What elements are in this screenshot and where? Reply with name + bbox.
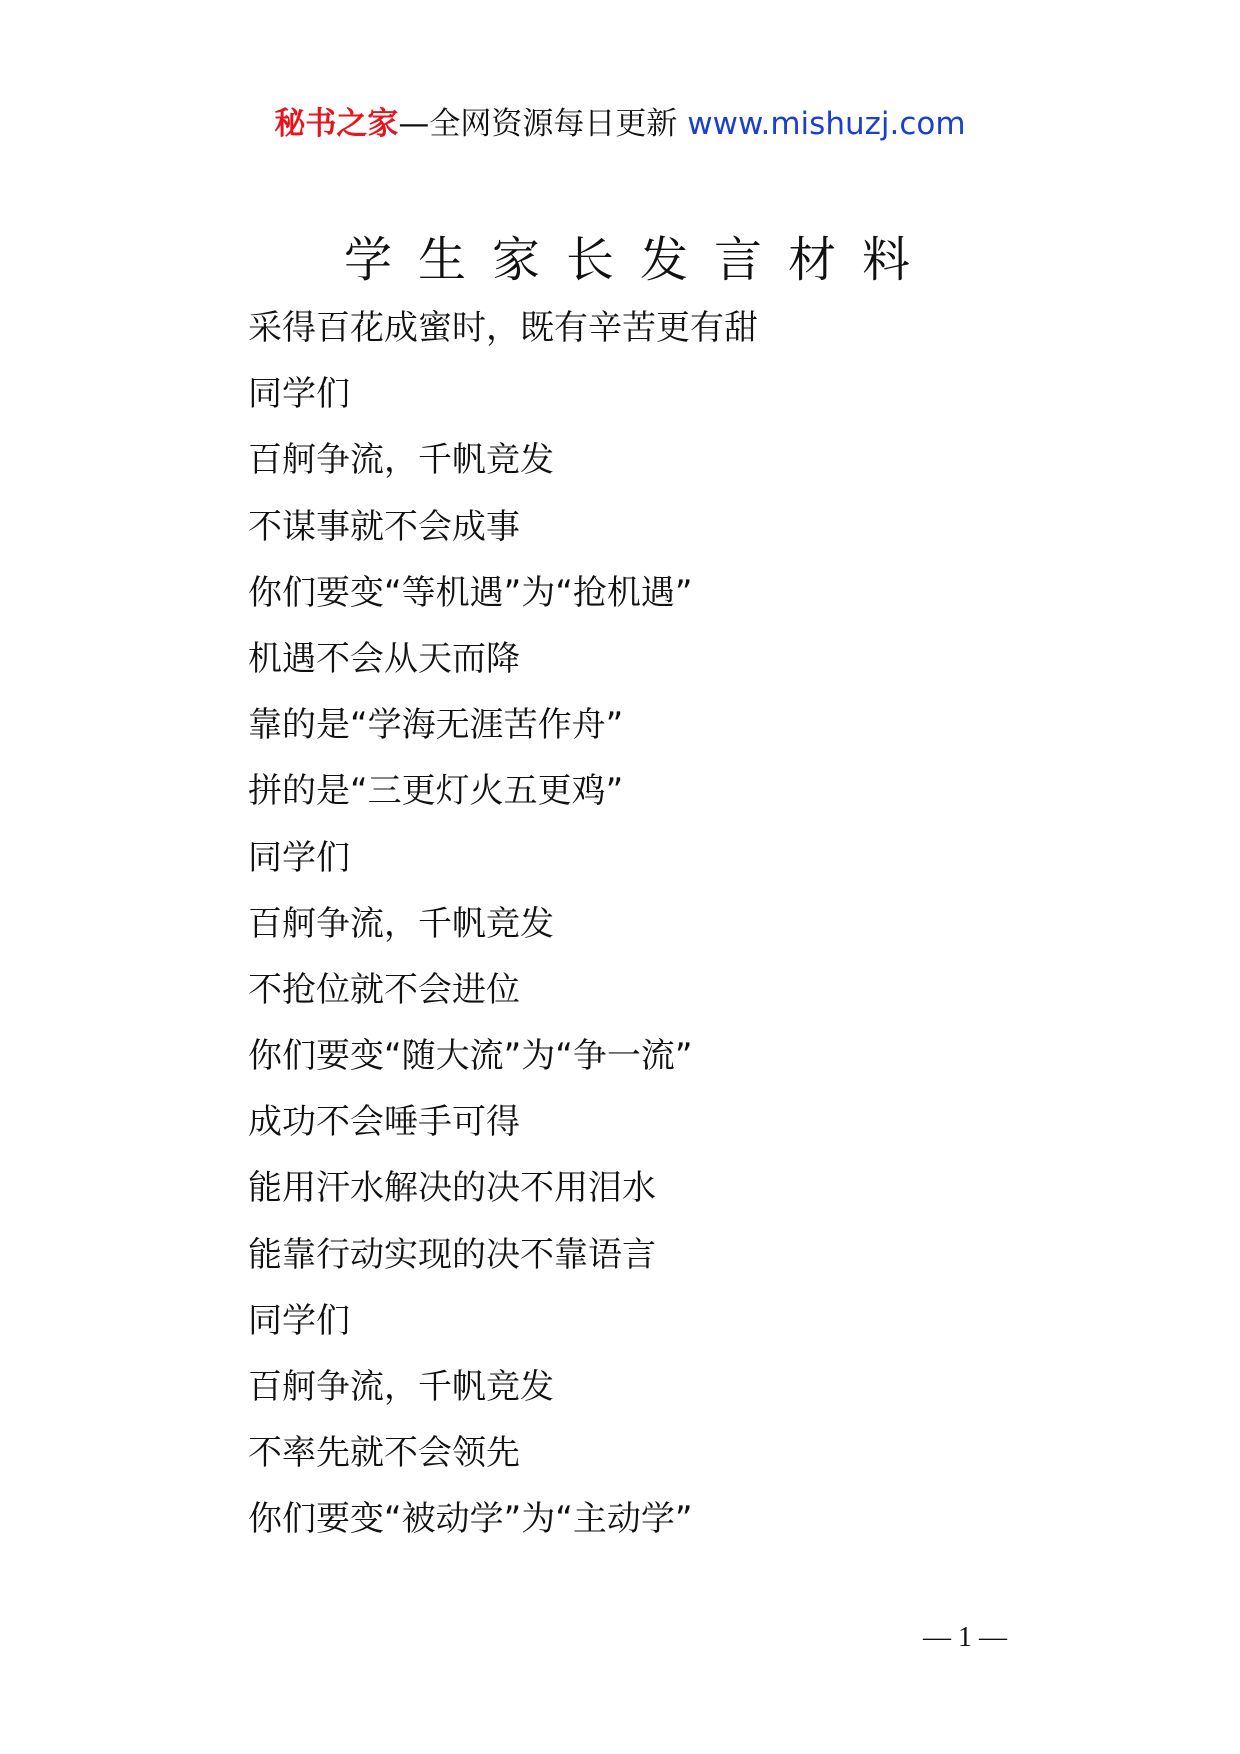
speech-line: 机遇不会从天而降 xyxy=(248,638,520,679)
speech-line: 能用汗水解决的决不用泪水 xyxy=(248,1168,656,1209)
site-brand-name: 秘书之家 xyxy=(274,106,399,142)
page-number: — 1 — xyxy=(923,1622,1007,1653)
speech-line: 靠的是“学海无涯苦作舟” xyxy=(248,705,624,746)
speech-line: 百舸争流，千帆竞发 xyxy=(248,903,554,944)
speech-line: 你们要变“随大流”为“争一流” xyxy=(248,1036,693,1077)
speech-line: 不谋事就不会成事 xyxy=(248,506,520,547)
speech-line: 不率先就不会领先 xyxy=(248,1433,520,1474)
speech-line: 同学们 xyxy=(248,374,350,415)
speech-line: 你们要变“被动学”为“主动学” xyxy=(248,1499,693,1540)
speech-line: 成功不会唾手可得 xyxy=(248,1102,520,1143)
speech-line: 百舸争流，千帆竞发 xyxy=(248,440,554,481)
document-title: 学生家长发言材料 xyxy=(343,232,936,288)
speech-text xyxy=(248,295,1048,1553)
site-banner xyxy=(0,100,1240,148)
speech-line: 你们要变“等机遇”为“抢机遇” xyxy=(248,572,693,613)
speech-line: 不抢位就不会进位 xyxy=(248,969,520,1010)
site-url[interactable]: www.mishuzj.com xyxy=(687,106,966,142)
speech-line: 同学们 xyxy=(248,1300,350,1341)
speech-line: 能靠行动实现的决不靠语言 xyxy=(248,1234,656,1275)
speech-line: 同学们 xyxy=(248,837,350,878)
site-slogan: —全网资源每日更新 xyxy=(398,106,678,142)
speech-line: 拼的是“三更灯火五更鸡” xyxy=(248,771,624,812)
speech-line: 采得百花成蜜时，既有辛苦更有甜 xyxy=(248,308,758,348)
speech-line: 百舸争流，千帆竞发 xyxy=(248,1367,554,1407)
